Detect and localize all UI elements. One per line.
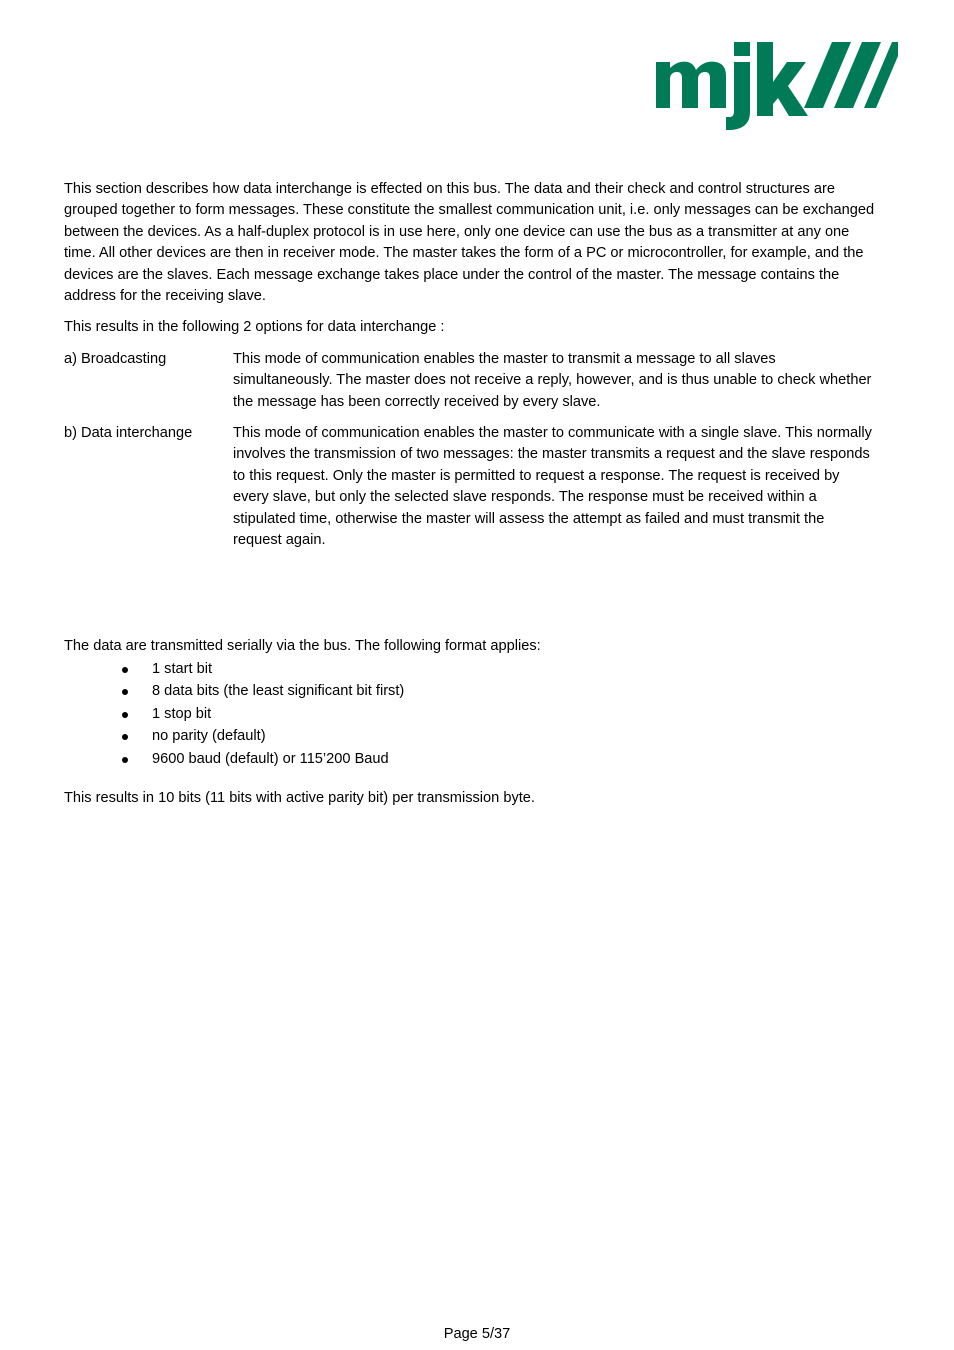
option-data-interchange	[64, 423, 876, 551]
list-item	[122, 680, 876, 703]
intro-paragraph: This section describes how data interchange is effected on this bus. The data and their check and control structures are grouped together to form messages. These constitute the smallest communication unit, i.e. only messages can be exchanged between the devices. As a half-duplex protocol is in use here, only one device can use the bus as a transmitter at any one time. All other devices are then in receiver mode. The master takes the form of a PC or microcontroller, for example, and the devices are the slaves. Each message exchange takes place under the control of the master. The message contains the address for the receiving slave.	[64, 181, 875, 305]
serial-format-intro: The data are transmitted serially via the bus. The following format applies:	[64, 637, 541, 654]
document-body	[64, 179, 876, 810]
bullet-icon	[122, 757, 128, 763]
format-list	[64, 658, 876, 771]
option-description: This mode of communication enables the master to transmit a message to all slaves simultaneously. The master does not receive a reply, however, and is thus unable to check whether the message has been correctly received by every slave.	[233, 350, 872, 410]
bullet-icon	[122, 667, 128, 673]
summary-paragraph: This results in 10 bits (11 bits with active parity bit) per transmission byte.	[64, 790, 535, 807]
bullet-icon	[122, 712, 128, 718]
option-term: a) Broadcasting	[64, 350, 167, 367]
option-broadcasting	[64, 349, 876, 413]
mjk-logo	[654, 40, 898, 132]
list-item	[122, 703, 876, 726]
option-term: b) Data interchange	[64, 425, 193, 442]
bullet-icon	[122, 689, 128, 695]
bullet-icon	[122, 734, 128, 740]
list-item	[122, 658, 876, 681]
list-item	[122, 748, 876, 771]
list-item-text: 8 data bits (the least significant bit first)	[152, 683, 405, 700]
option-description: This mode of communication enables the master to communicate with a single slave. This normally involves the transmission of two messages: the master transmits a request and the slave responds to this request. Only the master is permitted to request a response. The request is received by every slave, but only the selected slave responds. The response must be received within a stipulated time, otherwise the master will assess the attempt as failed and must transmit the request again.	[233, 425, 872, 549]
page-number: Page 5/37	[443, 1326, 511, 1342]
list-item-text: 1 start bit	[152, 660, 213, 677]
list-item	[122, 725, 876, 748]
list-item-text: no parity (default)	[152, 728, 266, 745]
options-intro: This results in the following 2 options for data interchange :	[64, 319, 445, 336]
list-item-text: 1 stop bit	[152, 705, 212, 722]
list-item-text: 9600 baud (default) or 115’200 Baud	[152, 750, 389, 767]
